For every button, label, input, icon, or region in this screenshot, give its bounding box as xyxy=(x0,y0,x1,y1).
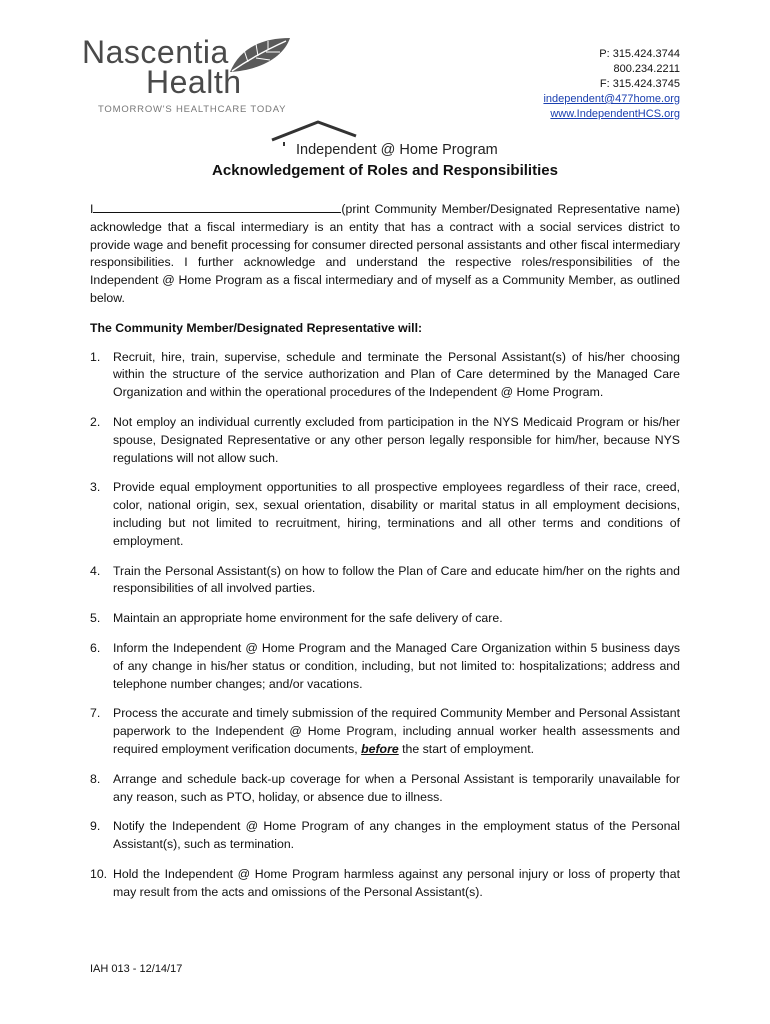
intro-prefix: I xyxy=(90,202,94,216)
phone-number: P: 315.424.3744 xyxy=(599,48,680,60)
list-item xyxy=(90,705,680,758)
fax-number: F: 315.424.3745 xyxy=(599,78,680,90)
item-number: 3. xyxy=(90,480,101,495)
item-number: 9. xyxy=(90,819,101,834)
emphasis-before: before xyxy=(361,741,399,756)
phone-number-tollfree: 800.234.2211 xyxy=(613,63,680,75)
list-item xyxy=(90,414,680,467)
section-subheading: The Community Member/Designated Representative will: xyxy=(90,320,423,335)
logo-tagline: TOMORROW'S HEALTHCARE TODAY xyxy=(98,104,287,115)
list-item xyxy=(90,610,680,628)
item-text-end: the start of employment. xyxy=(398,741,535,756)
item-text: Hold the Independent @ Home Program harmless against any personal injury or loss of property that may result from the acts and omissions of the Personal Assistant(s). xyxy=(113,866,680,899)
item-text: Maintain an appropriate home environment for the safe delivery of care. xyxy=(113,611,503,626)
program-name: Independent @ Home Program xyxy=(296,142,498,158)
logo-text-line1: Nascentia xyxy=(82,34,229,70)
list-item xyxy=(90,563,680,599)
name-blank-line[interactable] xyxy=(93,200,341,213)
list-item xyxy=(90,818,680,854)
website-link[interactable]: www.IndependentHCS.org xyxy=(550,108,680,120)
logo-text-line2: Health xyxy=(146,64,242,100)
item-number: 2. xyxy=(90,414,101,429)
item-number: 10. xyxy=(90,866,108,881)
item-text: Recruit, hire, train, supervise, schedule and terminate the Personal Assistant(s) of his/her choosing within the structure of the service authorization and Plan of Care determined by the Managed Care Organization and within the operational procedures of the Independent @ Home Program. xyxy=(113,349,680,400)
intro-text: (print Community Member/Designated Representative name) acknowledge that a fiscal intermediary is an entity that has a contract with a social services district to provide wage and benefit processing for consumer directed personal assistants and other fiscal intermediary responsibilities. I further acknowledge and understand the respective roles/responsibilities of the Independent @ Home Program as a fiscal intermediary and of myself as a Community Member, as outlined below. xyxy=(90,202,680,305)
item-text: Provide equal employment opportunities to all prospective employees regardless of their race, creed, color, national origin, sex, sexual orientation, disability or marital status in all employment decisions, including but not limited to recruitment, hiring, terminations and all other terms and conditions of employment. xyxy=(113,480,680,548)
item-text: Not employ an individual currently excluded from participation in the NYS Medicaid Program or his/her spouse, Designated Representative or any other person legally responsible for him/her, because NYS regulations will not allow such. xyxy=(113,414,680,465)
item-text: Arrange and schedule back-up coverage for when a Personal Assistant is temporarily unavailable for any reason, such as PTO, holiday, or absence due to illness. xyxy=(113,771,680,804)
item-text: Notify the Independent @ Home Program of any changes in the employment status of the Personal Assistant(s), such as termination. xyxy=(113,819,680,852)
list-item xyxy=(90,349,680,402)
contact-block xyxy=(543,47,680,122)
document-body xyxy=(90,200,680,914)
responsibilities-list xyxy=(90,349,680,902)
item-number: 5. xyxy=(90,611,101,626)
list-item xyxy=(90,479,680,550)
item-number: 4. xyxy=(90,563,101,578)
program-logo xyxy=(268,120,508,162)
item-text: Train the Personal Assistant(s) on how to follow the Plan of Care and educate him/her on the rights and responsibilities of all involved parties. xyxy=(113,563,680,596)
item-number: 8. xyxy=(90,771,101,786)
intro-paragraph xyxy=(90,200,680,308)
list-item xyxy=(90,640,680,693)
item-text: Inform the Independent @ Home Program and the Managed Care Organization within 5 business days of any change in his/her status or condition, including, but not limited to: hospitalizations; address and telephone number changes; and/or vacations. xyxy=(113,640,680,691)
form-code-footer: IAH 013 - 12/14/17 xyxy=(90,963,183,975)
list-item xyxy=(90,866,680,902)
item-number: 6. xyxy=(90,640,101,655)
item-number: 1. xyxy=(90,349,101,364)
email-link[interactable]: independent@477home.org xyxy=(543,93,680,105)
list-item xyxy=(90,771,680,807)
nascentia-logo xyxy=(80,34,310,124)
item-number: 7. xyxy=(90,706,101,721)
item-text: Process the accurate and timely submission of the required Community Member and Personal Assistant paperwork to the Independent @ Home Program, including annual worker health assessments and required employment verification documents, xyxy=(113,706,680,756)
page-title: Acknowledgement of Roles and Responsibilities xyxy=(212,162,558,179)
